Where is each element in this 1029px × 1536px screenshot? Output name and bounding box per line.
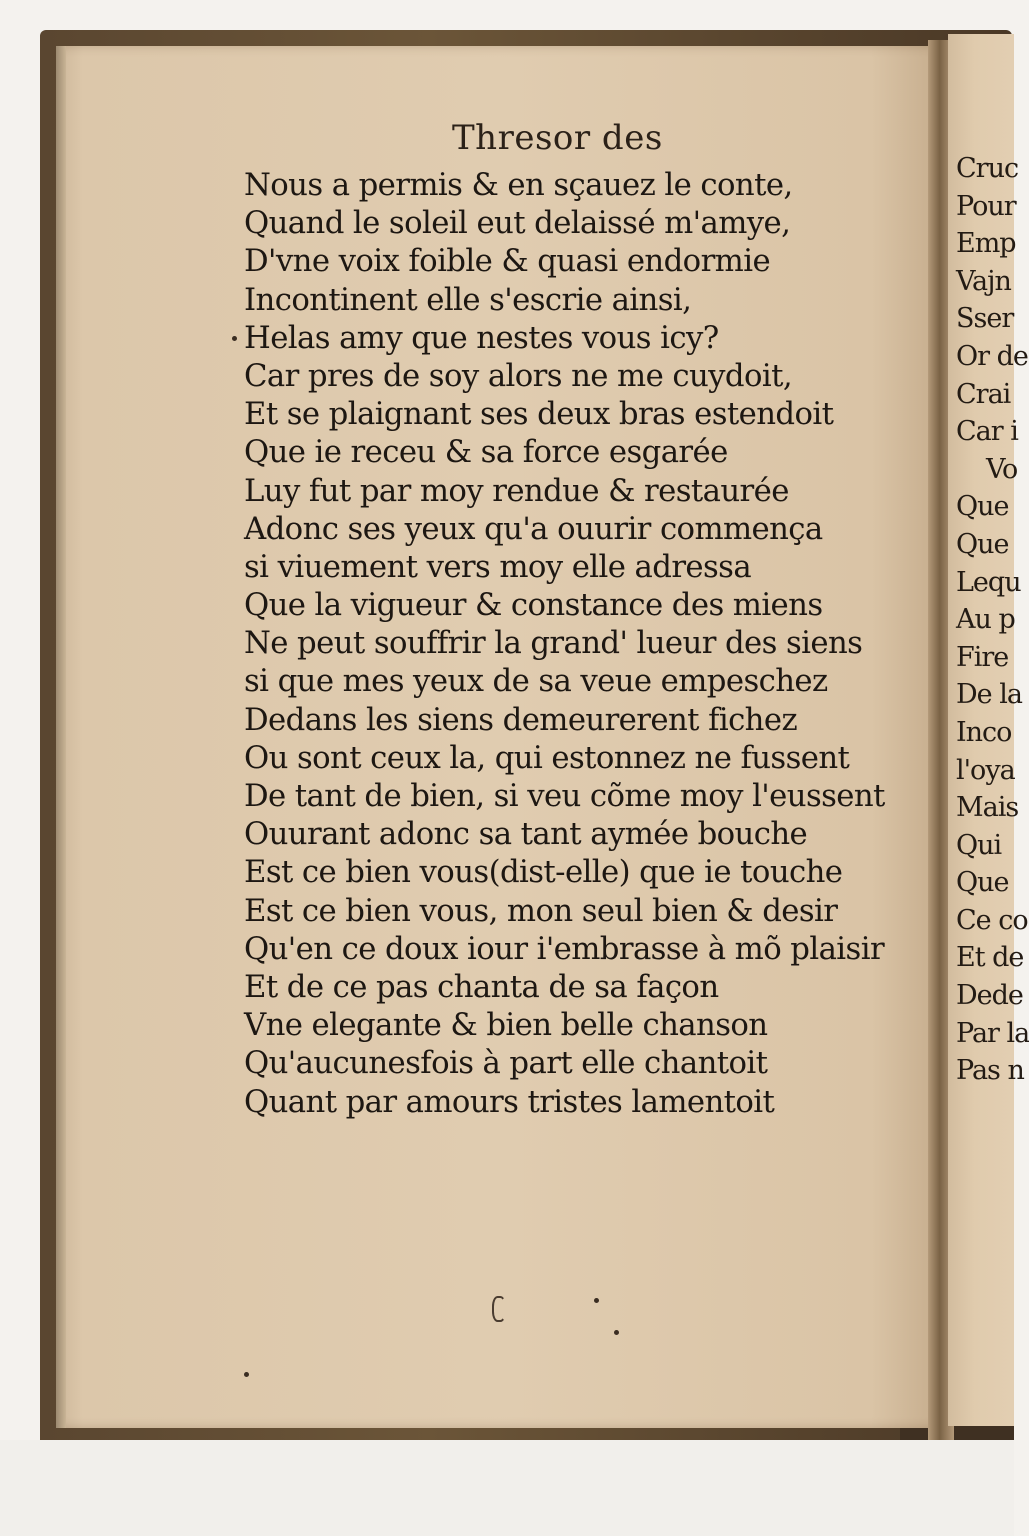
facing-line: De la xyxy=(956,679,1022,711)
verse-line: si que mes yeux de sa veue empeschez xyxy=(244,663,828,700)
verse-line: Est ce bien vous(dist-elle) que ie touche xyxy=(244,854,843,891)
facing-line: Inco xyxy=(956,716,1012,748)
verse-line: De tant de bien, si veu cõme moy l'eussent xyxy=(244,778,885,814)
verse-line: Qu'en ce doux iour i'embrasse à mõ plaisir xyxy=(244,930,885,967)
facing-line: Fire xyxy=(956,641,1009,673)
facing-line: Lequ xyxy=(956,566,1021,598)
facing-line: Vo xyxy=(986,453,1018,485)
facing-line: Emp xyxy=(956,228,1016,260)
facing-line: Qui xyxy=(956,829,1002,861)
verse-line: Dedans les siens demeurerent fichez xyxy=(244,701,798,738)
facing-line: Que xyxy=(956,528,1009,560)
facing-line: l'oya xyxy=(956,754,1015,786)
verse-line: Quant par amours tristes lamentoit xyxy=(244,1083,775,1120)
facing-line: Dede xyxy=(956,980,1023,1012)
verse-line: Adonc ses yeux qu'a ouurir commença xyxy=(244,510,823,547)
facing-line: Pas n xyxy=(956,1055,1024,1087)
verse-line: Nous a permis & en sçauez le conte, xyxy=(244,167,793,203)
verse-list xyxy=(244,166,934,1121)
facing-line: Mais xyxy=(956,792,1019,824)
ink-speck xyxy=(594,1298,599,1303)
facing-line: Sser xyxy=(956,303,1014,335)
facing-line: Car i xyxy=(956,416,1018,448)
facing-line: Ce co xyxy=(956,904,1028,936)
verse-line: Helas amy que nestes vous icy? xyxy=(244,319,719,356)
verse-line: Qu'aucunesfois à part elle chantoit xyxy=(244,1045,768,1082)
verse-line: Incontinent elle s'escrie ainsi, xyxy=(244,281,692,318)
facing-line: Crai xyxy=(956,378,1011,410)
facing-line: Par la xyxy=(956,1017,1029,1049)
running-head: Thresor des xyxy=(452,118,663,158)
ink-speck xyxy=(614,1330,619,1335)
ink-flourish-mark xyxy=(492,1296,506,1322)
verse-line: Vne elegante & bien belle chanson xyxy=(244,1007,768,1044)
facing-line: Or de xyxy=(956,340,1028,372)
facing-page-text xyxy=(956,150,1029,1090)
verse-line: Et se plaignant ses deux bras estendoit xyxy=(244,396,834,433)
verse-line: Ou sont ceux la, qui estonnez ne fussent xyxy=(244,739,850,776)
verse-line: Que la vigueur & constance des miens xyxy=(244,587,823,624)
facing-line: Vajn xyxy=(956,265,1011,297)
verse-line: D'vne voix foible & quasi endormie xyxy=(244,243,771,280)
left-page-edge xyxy=(56,46,66,1428)
facing-line: Que xyxy=(956,867,1009,899)
facing-line: Et de xyxy=(956,942,1024,974)
verse-line: Car pres de soy alors ne me cuydoit, xyxy=(244,357,793,394)
verse-line: Et de ce pas chanta de sa façon xyxy=(244,968,719,1005)
verse-line: Que ie receu & sa force esgarée xyxy=(244,434,728,471)
verse-line: Ouurant adonc sa tant aymée bouche xyxy=(244,816,808,853)
ink-speck xyxy=(232,336,237,341)
verse-line: Est ce bien vous, mon seul bien & desir xyxy=(244,892,838,929)
facing-line: Que xyxy=(956,491,1009,523)
verse-line: Luy fut par moy rendue & restaurée xyxy=(244,472,789,509)
facing-line: Au p xyxy=(956,604,1015,636)
background-surface xyxy=(0,1440,1014,1536)
verse-line: Quand le soleil eut delaissé m'amye, xyxy=(244,205,791,242)
verse-line: si viuement vers moy elle adressa xyxy=(244,548,752,585)
ink-speck xyxy=(244,1372,249,1377)
facing-line: Cruc xyxy=(956,153,1019,184)
verse-line: Ne peut souffrir la grand' lueur des siens xyxy=(244,625,863,662)
facing-line: Pour xyxy=(956,190,1016,222)
